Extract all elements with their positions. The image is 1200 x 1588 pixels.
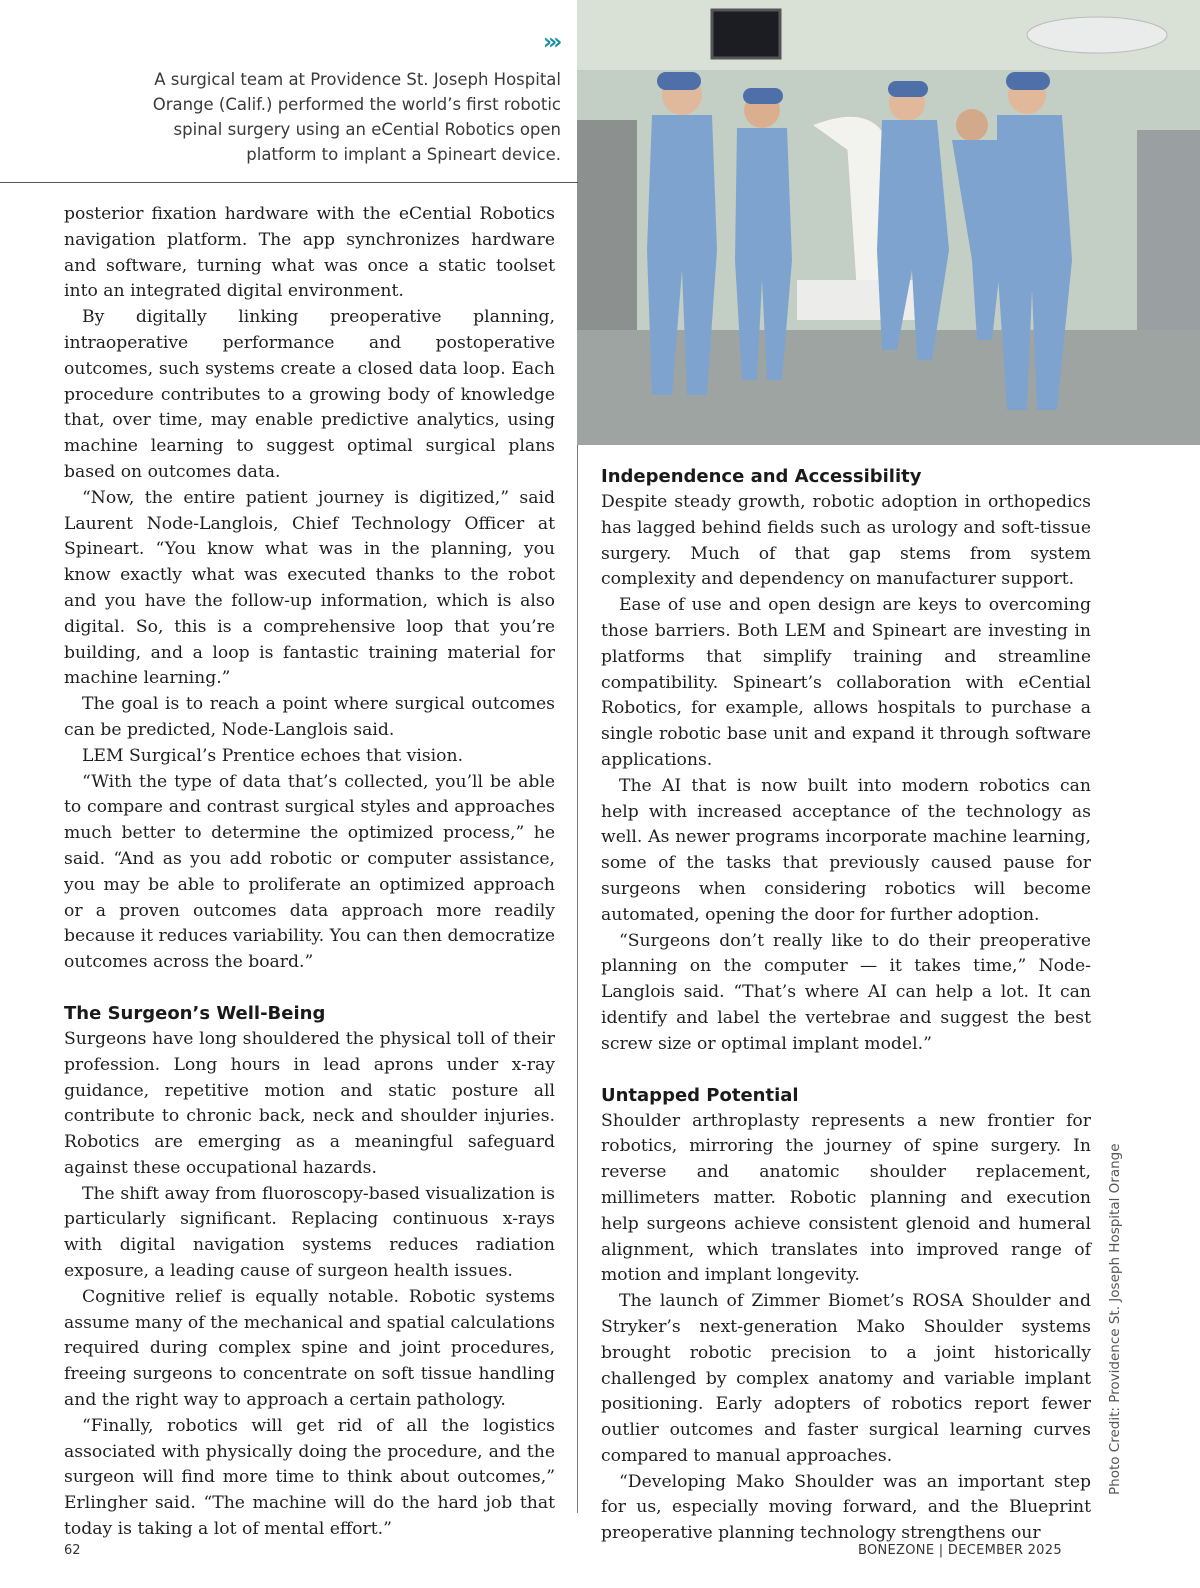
body-paragraph: The shift away from fluoroscopy-based visualization is particularly significant. Replacing continuous x-rays with digital navigation systems reduces radiation exposure, a leading cause of surgeon health issues. — [64, 1183, 555, 1282]
body-paragraph: Despite steady growth, robotic adoption in orthopedics has lagged behind fields such as urology and soft-tissue surgery. Much of that gap stems from system complexity and dependency on manufacturer support. — [601, 492, 1091, 590]
body-paragraph: “Finally, robotics will get rid of all the logistics associated with physically doing the procedure, and the surgeon will find more time to think about outcomes,” Erlingher said. “The machine will do the hard job that today is taking a lot of mental effort.” — [64, 1415, 555, 1540]
body-paragraph: Surgeons have long shouldered the physical toll of their profession. Long hours in lead aprons under x-ray guidance, repetitive motion and static posture all contribute to chronic back, neck and shoulder injuries. Robotics are emerging as a meaningful safeguard against these occupational hazards. — [64, 1028, 555, 1178]
left-column — [64, 202, 555, 1543]
page-number: 62 — [64, 1543, 81, 1558]
caption-chevron-icon: »› — [543, 30, 559, 55]
photo-credit: Photo Credit: Providence St. Joseph Hospital Orange — [1107, 1143, 1123, 1495]
section-heading: Independence and Accessibility — [601, 466, 922, 487]
body-paragraph: Shoulder arthroplasty represents a new frontier for robotics, mirroring the journey of spine surgery. In reverse and anatomic shoulder replacement, millimeters matter. Robotic planning and execution help surgeons achieve consistent glenoid and humeral alignment, which translates into improved range of motion and implant longevity. — [601, 1110, 1091, 1286]
body-paragraph: Ease of use and open design are keys to overcoming those barriers. Both LEM and Spineart are investing in platforms that simplify training and streamline compatibility. Spineart’s collaboration with eCential Robotics, for example, allows hospitals to purchase a single robotic base unit and expand it through software applications. — [601, 595, 1091, 770]
body-paragraph: “With the type of data that’s collected, you’ll be able to compare and contrast surgical styles and approaches much better to determine the optimized process,” he said. “And as you add robotic or computer assistance, you may be able to proliferate an optimized approach or a proven outcomes data approach more readily because it reduces variability. You can then democratize outcomes across the board.” — [64, 771, 556, 973]
publication-footer: BONEZONE | DECEMBER 2025 — [858, 1543, 1062, 1558]
body-paragraph: The goal is to reach a point where surgical outcomes can be predicted, Node-Langlois said. — [64, 694, 555, 740]
photo-caption: A surgical team at Providence St. Joseph Hospital Orange (Calif.) performed the world’s first robotic spinal surgery using an eCential Robotics open platform to implant a Spineart device. — [152, 70, 561, 164]
section-heading: The Surgeon’s Well-Being — [64, 1002, 326, 1024]
body-paragraph: The launch of Zimmer Biomet’s ROSA Shoulder and Stryker’s next-generation Mako Shoulder systems brought robotic precision to a joint historically challenged by complex anatomy and variable implant positioning. Early adopters of robotics report fewer outlier outcomes and faster surgical learning curves compared to manual approaches. — [601, 1291, 1091, 1466]
body-paragraph: “Developing Mako Shoulder was an important step for us, especially moving forward, and the Blueprint preoperative planning technology strengthens our — [601, 1471, 1091, 1544]
surgical-team-illustration — [577, 0, 1200, 445]
body-paragraph: Cognitive relief is equally notable. Robotic systems assume many of the mechanical and spatial calculations required during complex spine and joint procedures, freeing surgeons to concentrate on soft tissue handling and the right way to approach a certain pathology. — [64, 1286, 555, 1411]
caption-divider — [0, 182, 578, 183]
section-spacer — [601, 1058, 1091, 1083]
column-divider — [577, 445, 578, 1513]
body-paragraph: “Now, the entire patient journey is digitized,” said Laurent Node-Langlois, Chief Technology Officer at Spineart. “You know what was in the planning, you know exactly what was executed thanks to the robot and you have the follow-up information, which is also digital. So, this is a comprehensive loop that you’re building, and a loop is fantastic training material for machine learning.” — [64, 487, 555, 689]
body-paragraph: posterior fixation hardware with the eCential Robotics navigation platform. The app synchronizes hardware and software, turning what was once a static toolset into an integrated digital environment. — [64, 204, 555, 302]
body-paragraph: The AI that is now built into modern robotics can help with increased acceptance of the technology as well. As newer programs incorporate machine learning, some of the tasks that previously caused pause for surgeons when considering robotics will become automated, opening the door for further adoption. — [601, 775, 1091, 925]
body-paragraph: By digitally linking preoperative planning, intraoperative performance and postoperative outcomes, such systems create a closed data loop. Each procedure contributes to a growing body of knowledge that, over time, may enable predictive analytics, using machine learning to suggest optimal surgical plans based on outcomes data. — [64, 307, 555, 482]
body-paragraph: “Surgeons don’t really like to do their preoperative planning on the computer — it takes time,” Node-Langlois said. “That’s where AI can help a lot. It can identify and label the vertebrae and suggest the best screw size or optimal implant model.” — [601, 930, 1091, 1054]
section-spacer — [64, 976, 555, 1001]
section-heading: Untapped Potential — [601, 1084, 799, 1106]
body-paragraph: LEM Surgical’s Prentice echoes that vision. — [82, 745, 464, 766]
surgical-team-photo — [577, 0, 1200, 445]
right-column — [601, 464, 1091, 1547]
